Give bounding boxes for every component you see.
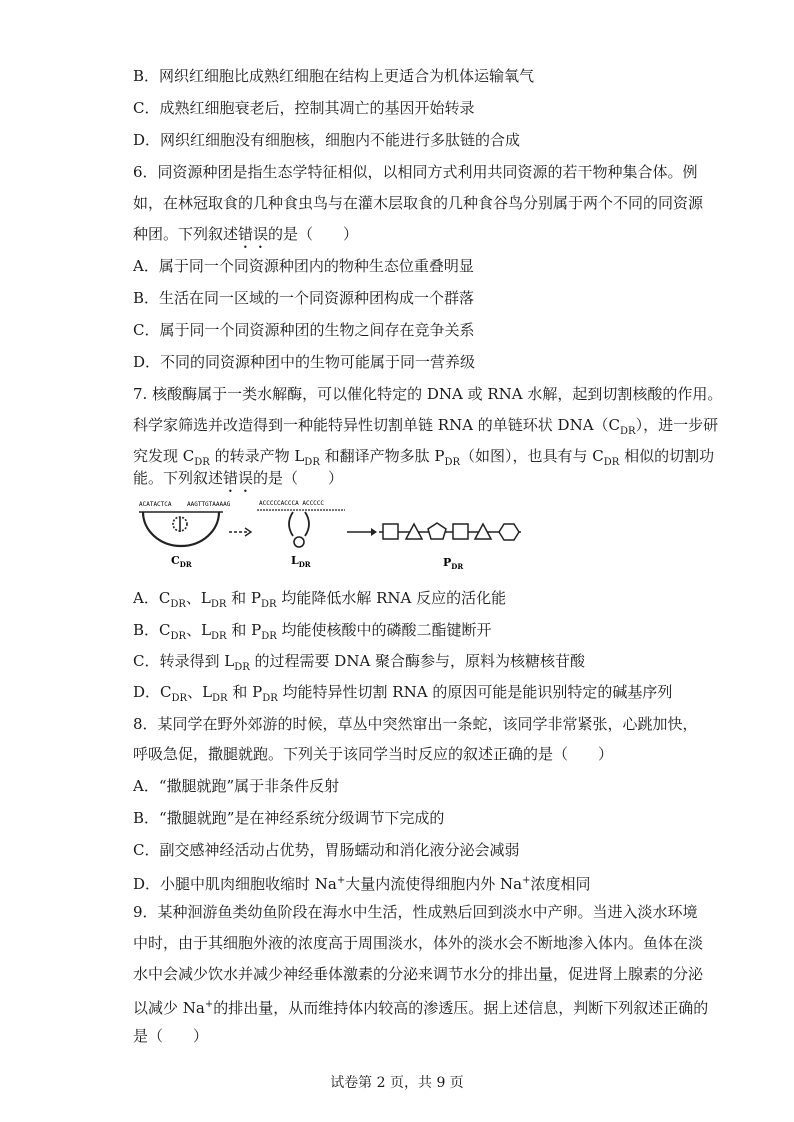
cdr-seq-left: ACATACTCA: [139, 501, 172, 508]
text: 均能降低水解 RNA 反应的活化能: [276, 589, 507, 607]
subscript: DR: [212, 693, 228, 704]
q6-option-b: B．生活在同一区域的一个同资源种团构成一个群落: [133, 289, 475, 307]
subscript: DR: [620, 426, 636, 437]
text: ），进一步研: [635, 416, 719, 434]
q9-stem-line-4: [133, 995, 754, 1018]
q6-stem-line-3: [133, 224, 754, 252]
text: 、L: [185, 589, 211, 607]
q5-option-d: D．网织红细胞没有细胞核，细胞内不能进行多肽链的合成: [133, 131, 521, 149]
label-sub: DR: [179, 560, 192, 569]
q7-option-c: [133, 651, 754, 678]
superscript: +: [204, 999, 214, 1010]
q8-option-a: A．“撒腿就跑”属于非条件反射: [133, 777, 340, 795]
subscript: DR: [194, 457, 210, 468]
text: （如图），也具有与 C: [460, 447, 604, 465]
q7-stem-line-2: [133, 415, 754, 442]
pdr-pentagon: [428, 523, 446, 539]
q7-stem-line-1: 7. 核酸酶属于一类水解酶，可以催化特定的 DNA 或 RNA 水解，起到切割核酸的作用。: [133, 385, 723, 403]
subscript: DR: [444, 457, 461, 468]
ldr-seq: ACCCCCACCCA ACCCCC: [259, 500, 325, 507]
q7-option-d: [133, 682, 754, 709]
subscript: DR: [234, 662, 250, 673]
text: 、L: [186, 621, 212, 639]
text: 究发现 C: [133, 447, 195, 465]
superscript: +: [336, 875, 346, 886]
text: B．C: [133, 621, 171, 639]
cdr-label: [171, 554, 192, 569]
text: 、L: [187, 683, 213, 701]
label-sub: DR: [298, 560, 311, 569]
q7-emphasis: 错误: [223, 469, 254, 487]
text: C．转录得到 L: [133, 652, 235, 670]
label-sub: DR: [451, 562, 464, 571]
q9-stem-line-1: 9．某种洄游鱼类幼鱼阶段在海水中生活，性成熟后回到淡水中产卵。当进入淡水环境: [133, 903, 698, 921]
q9-stem-line-5: 是（ ）: [133, 1027, 209, 1045]
q8-option-b: B．“撒腿就跑”是在神经系统分级调节下完成的: [133, 809, 445, 827]
q6-stem-text: 种团。下列叙述: [133, 225, 239, 243]
q6-stem-line-1: 6．同资源种团是指生态学特征相似，以相同方式利用共同资源的若干物种集合体。例: [133, 163, 698, 181]
text: 和 P: [226, 621, 262, 639]
superscript: +: [522, 875, 531, 886]
q9-stem-line-3: 水中会减少饮水并减少神经垂体激素的分泌来调节水分的排出量，促进肾上腺素的分泌: [133, 965, 704, 983]
text: 均能使核酸中的磷酸二酯键断开: [276, 621, 492, 639]
ldr-loop: [294, 537, 304, 547]
q6-stem-tail: 的是（ ）: [268, 225, 359, 243]
subscript: DR: [304, 457, 320, 468]
pdr-square-1: [383, 524, 398, 539]
text: 均能特异性切割 RNA 的原因可能是能识别特定的碱基序列: [277, 683, 673, 701]
text: 以减少 Na: [133, 999, 205, 1017]
text: 和翻译产物多肽 P: [319, 447, 445, 465]
text: 和 P: [227, 683, 263, 701]
pdr-square-2: [453, 524, 468, 539]
q6-emphasis: 错误: [238, 225, 269, 243]
page-footer: 试卷第 2 页，共 9 页: [330, 1075, 464, 1091]
subscript: DR: [261, 599, 277, 610]
text: 的过程需要 DNA 聚合酶参与，原料为核糖核苷酸: [249, 652, 586, 670]
q8-option-d: [133, 871, 754, 894]
subscript: DR: [170, 631, 187, 642]
q7-option-b: [133, 620, 754, 647]
subscript: DR: [171, 693, 188, 704]
text: A．C: [133, 589, 171, 607]
text: 浓度相同: [530, 875, 591, 893]
ldr-label: [291, 554, 311, 569]
text: 能。下列叙述: [133, 469, 224, 487]
text: D．小腿中肌肉细胞收缩时 Na: [133, 875, 337, 893]
text: 科学家筛选并改造得到一种能特异性切割单链 RNA 的单链环状 DNA（C: [133, 416, 621, 434]
q8-stem-line-1: 8．某同学在野外郊游的时候，草丛中突然窜出一条蛇，该同学非常紧张，心跳加快，: [133, 715, 698, 733]
cdr-loop: [143, 512, 219, 546]
subscript: DR: [211, 631, 227, 642]
text: 的转录产物 L: [209, 447, 305, 465]
subscript: DR: [170, 599, 186, 610]
q7-option-a: [133, 588, 754, 615]
text: D．C: [133, 683, 172, 701]
arrow-2-head: [371, 528, 377, 536]
q5-option-c: C．成熟红细胞衰老后，控制其凋亡的基因开始转录: [133, 99, 475, 117]
q6-option-d: D．不同的同资源种团中的生物可能属于同一营养级: [133, 353, 476, 371]
cdr-seq-right: AAGTTGTAAAAG: [187, 501, 231, 508]
label-main: C: [171, 554, 180, 567]
q6-stem-line-2: 如，在林冠取食的几种食虫鸟与在灌木层取食的几种食谷鸟分别属于两个不同的同资源: [133, 194, 704, 212]
subscript: DR: [603, 457, 620, 468]
subscript: DR: [261, 631, 277, 642]
text: 相似的切割功: [619, 447, 715, 465]
ldr-hairpin: [289, 512, 309, 536]
label-main: L: [291, 554, 299, 567]
subscript: DR: [210, 599, 227, 610]
text: 的是（ ）: [253, 469, 344, 487]
subscript: DR: [262, 693, 278, 704]
pdr-hexagon: [499, 524, 519, 540]
text: 大量内流使得细胞内外 Na: [345, 875, 523, 893]
text: 和 P: [226, 589, 262, 607]
q6-option-c: C．属于同一个同资源种团的生物之间存在竞争关系: [133, 321, 475, 339]
q6-option-a: A．属于同一个同资源种团内的物种生态位重叠明显: [133, 257, 474, 275]
pdr-label: [443, 556, 463, 571]
q8-option-c: C．副交感神经活动占优势，胃肠蠕动和消化液分泌会减弱: [133, 841, 520, 859]
q5-option-b: B．网织红细胞比成熟红细胞在结构上更适合为机体运输氧气: [133, 67, 535, 85]
label-main: P: [443, 556, 452, 569]
q7-figure: [135, 492, 555, 574]
q8-stem-line-2: 呼吸急促，撒腿就跑。下列关于该同学当时反应的叙述正确的是（ ）: [133, 745, 614, 763]
text: 的排出量，从而维持体内较高的渗透压。据上述信息，判断下列叙述正确的: [213, 999, 709, 1017]
q9-stem-line-2: 中时，由于其细胞外液的浓度高于周围淡水，体外的淡水会不断地渗入体内。鱼体在淡: [133, 934, 704, 952]
